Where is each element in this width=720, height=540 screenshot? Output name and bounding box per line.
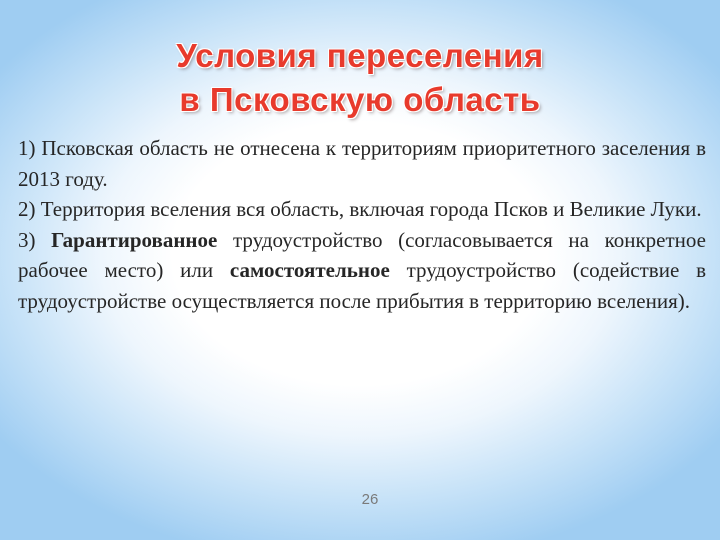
paragraph-2-text: 2) Территория вселения вся область, включая города Псков и Великие Луки. — [18, 197, 702, 221]
page-number: 26 — [361, 491, 379, 508]
paragraph-1 — [18, 133, 706, 194]
paragraph-3-number: 3) — [18, 227, 52, 252]
slide-body — [18, 133, 706, 316]
paragraph-2 — [18, 194, 706, 225]
paragraph-3-text-middle: трудоустройство (согласовывается на конкретное рабочее место) или — [18, 227, 706, 282]
paragraph-3-text-end: трудоустройство (содействие в трудоустройстве осуществляется после прибытия в территорию вселения). — [18, 258, 707, 313]
paragraph-3 — [18, 225, 706, 317]
title-line-2: в Псковскую область — [179, 81, 541, 118]
paragraph-3-bold-guaranteed: Гарантированное — [51, 227, 218, 252]
paragraph-3-bold-independent: самостоятельное — [229, 258, 390, 282]
paragraph-1-text: 1) Псковская область не отнесена к территориям приоритетного заселения в 2013 году. — [18, 136, 706, 191]
slide-title — [0, 34, 720, 122]
title-line-1: Условия переселения — [176, 37, 544, 74]
